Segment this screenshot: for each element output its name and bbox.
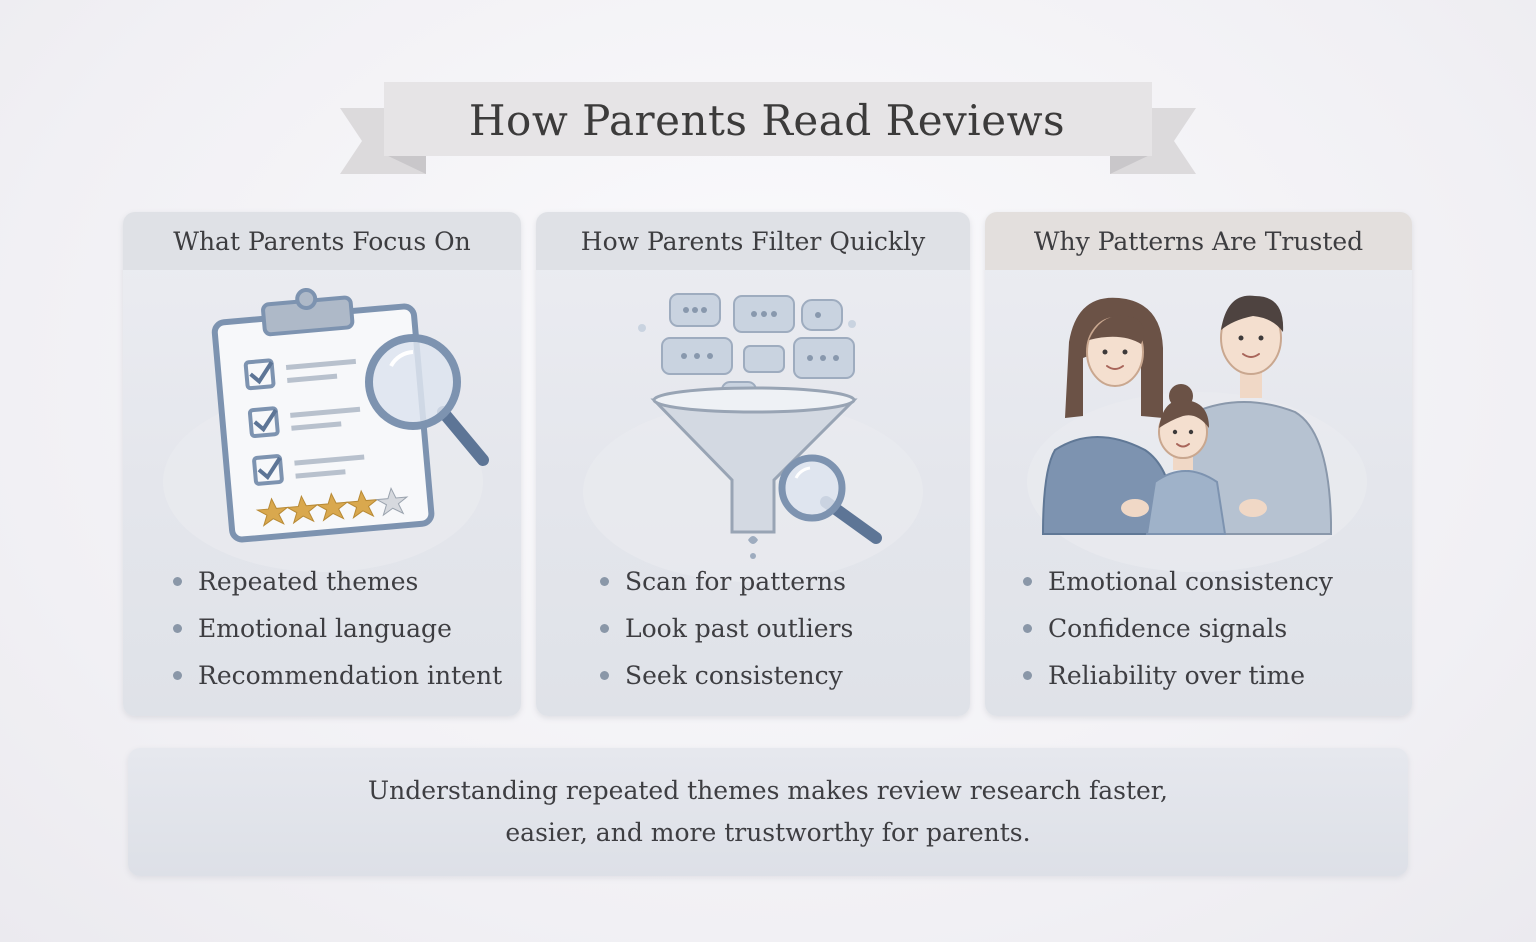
list-item: Repeated themes — [173, 558, 521, 605]
bullet-dot — [1023, 577, 1032, 586]
list-item: Reliability over time — [1023, 652, 1412, 699]
bullet-dot — [173, 577, 182, 586]
panel-filter — [536, 212, 970, 716]
bullet-dot — [600, 577, 609, 586]
filter-bullet-list — [536, 558, 970, 699]
title-ribbon — [340, 82, 1196, 174]
bullet-dot — [1023, 671, 1032, 680]
page-title: How Parents Read Reviews — [468, 95, 1066, 145]
list-item: Scan for patterns — [600, 558, 970, 605]
summary-line-2: easier, and more trustworthy for parents. — [505, 818, 1031, 847]
list-item: Seek consistency — [600, 652, 970, 699]
list-item: Emotional language — [173, 605, 521, 652]
trust-bullet-list — [985, 558, 1412, 699]
focus-bullet-list — [123, 558, 521, 699]
bullet-dot — [173, 671, 182, 680]
panel-focus — [123, 212, 521, 716]
panel-heading: What Parents Focus On — [123, 212, 521, 270]
list-item: Recommendation intent — [173, 652, 521, 699]
bullet-dot — [1023, 624, 1032, 633]
panel-heading: How Parents Filter Quickly — [536, 212, 970, 270]
bullet-dot — [600, 624, 609, 633]
bullet-dot — [173, 624, 182, 633]
list-item: Emotional consistency — [1023, 558, 1412, 605]
panel-heading: Why Patterns Are Trusted — [985, 212, 1412, 270]
bullet-dot — [600, 671, 609, 680]
list-item: Look past outliers — [600, 605, 970, 652]
summary-line-1: Understanding repeated themes makes review research faster, — [368, 776, 1168, 805]
list-item: Confidence signals — [1023, 605, 1412, 652]
panel-trust — [985, 212, 1412, 716]
summary-banner — [128, 748, 1408, 876]
